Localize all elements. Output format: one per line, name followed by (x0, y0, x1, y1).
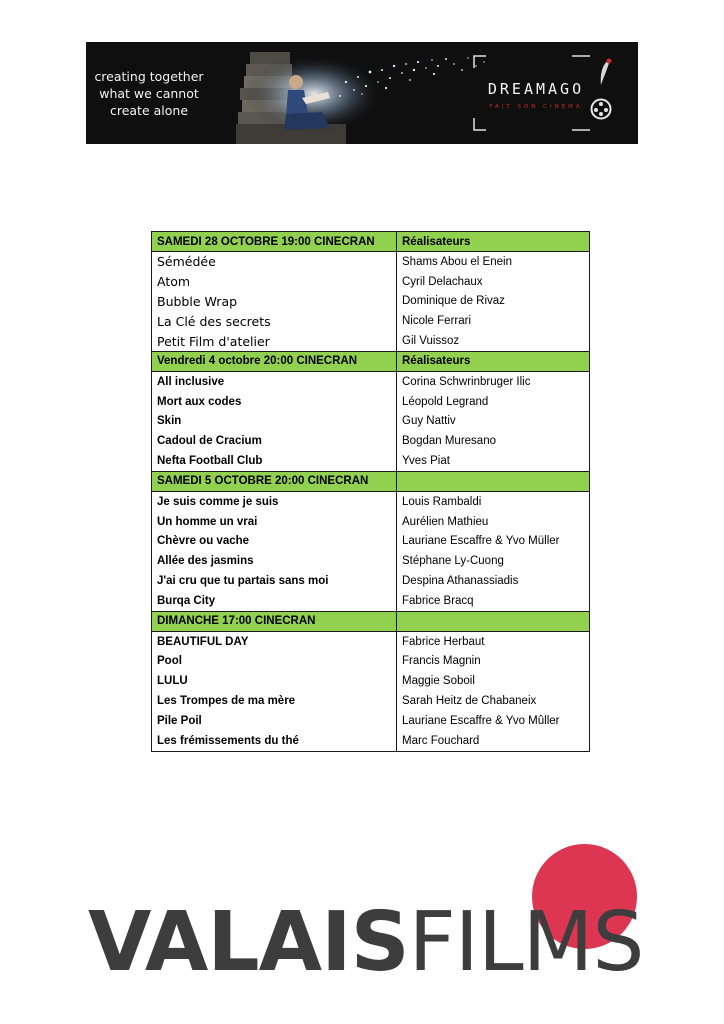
dreamago-logo-subtitle: FAIT SON CINEMA (489, 104, 583, 110)
film-row (152, 431, 590, 451)
film-director: Stéphane Ly-Cuong (397, 551, 590, 571)
section-header-directors (397, 471, 590, 491)
film-title: LULU (152, 671, 397, 691)
film-director: Bogdan Muresano (397, 431, 590, 451)
film-director: Dominique de Rivaz (397, 292, 590, 312)
film-director: Cyril Delachaux (397, 272, 590, 292)
tagline-line-3: create alone (109, 103, 189, 118)
film-director: Maggie Soboil (397, 671, 590, 691)
film-title: La Clé des secrets (152, 311, 397, 331)
section-header-directors (397, 611, 590, 631)
film-title: Nefta Football Club (152, 451, 397, 471)
film-row (152, 491, 590, 511)
film-director: Despina Athanassiadis (397, 571, 590, 591)
section-header-directors: Réalisateurs (397, 351, 590, 371)
film-title: Les Trompes de ma mère (152, 691, 397, 711)
film-row (152, 292, 590, 312)
film-director: Gil Vuissoz (397, 331, 590, 351)
film-reel-icon (590, 98, 612, 120)
film-director: Fabrice Bracq (397, 591, 590, 611)
film-row (152, 591, 590, 611)
film-row (152, 311, 590, 331)
tagline-line-1: creating together (94, 69, 204, 84)
tagline-line-2: what we cannot (99, 86, 199, 101)
film-director: Léopold Legrand (397, 392, 590, 412)
film-row (152, 731, 590, 751)
film-title: Pool (152, 652, 397, 672)
screening-programme-table (151, 231, 590, 752)
film-title: J'ai cru que tu partais sans moi (152, 571, 397, 591)
section-header-directors: Réalisateurs (397, 232, 590, 252)
film-title: Sémédée (152, 252, 397, 272)
film-row (152, 412, 590, 432)
film-title: Atom (152, 272, 397, 292)
film-title: Pile Poil (152, 711, 397, 731)
valaisfilms-logo-part2: FILMS (408, 895, 644, 990)
film-title: Je suis comme je suis (152, 491, 397, 511)
film-row (152, 252, 590, 272)
film-row (152, 652, 590, 672)
film-director: Sarah Heitz de Chabaneix (397, 691, 590, 711)
section-header-row (152, 351, 590, 371)
section-header-date: SAMEDI 5 OCTOBRE 20:00 CINECRAN (152, 471, 397, 491)
film-director: Yves Piat (397, 451, 590, 471)
film-director: Francis Magnin (397, 652, 590, 672)
film-row (152, 571, 590, 591)
film-title: Petit Film d'atelier (152, 331, 397, 351)
film-row (152, 532, 590, 552)
film-row (152, 631, 590, 651)
film-row (152, 711, 590, 731)
film-director: Lauriane Escaffre & Yvo Müller (397, 532, 590, 552)
film-director: Fabrice Herbaut (397, 631, 590, 651)
section-header-date: DIMANCHE 17:00 CINECRAN (152, 611, 397, 631)
film-row (152, 512, 590, 532)
film-row (152, 272, 590, 292)
valaisfilms-logo (88, 893, 643, 993)
film-director: Corina Schwrinbruger Ilic (397, 371, 590, 391)
film-title: Les frémissements du thé (152, 731, 397, 751)
film-row (152, 392, 590, 412)
banner-illustration (236, 42, 506, 144)
film-title: All inclusive (152, 371, 397, 391)
film-row (152, 451, 590, 471)
film-title: Mort aux codes (152, 392, 397, 412)
film-director: Nicole Ferrari (397, 311, 590, 331)
film-title: Allée des jasmins (152, 551, 397, 571)
film-director: Guy Nattiv (397, 412, 590, 432)
section-header-row (152, 471, 590, 491)
film-row (152, 671, 590, 691)
film-director: Marc Fouchard (397, 731, 590, 751)
film-title: Chèvre ou vache (152, 532, 397, 552)
section-header-row (152, 611, 590, 631)
film-director: Louis Rambaldi (397, 491, 590, 511)
film-title: Skin (152, 412, 397, 432)
quill-icon (598, 58, 612, 86)
film-row (152, 371, 590, 391)
film-director: Shams Abou el Enein (397, 252, 590, 272)
film-title: Un homme un vrai (152, 512, 397, 532)
film-title: BEAUTIFUL DAY (152, 631, 397, 651)
section-header-date: SAMEDI 28 OCTOBRE 19:00 CINECRAN (152, 232, 397, 252)
banner-tagline (86, 68, 212, 119)
film-row (152, 691, 590, 711)
film-director: Aurélien Mathieu (397, 512, 590, 532)
film-title: Burqa City (152, 591, 397, 611)
section-header-date: Vendredi 4 octobre 20:00 CINECRAN (152, 351, 397, 371)
film-title: Bubble Wrap (152, 292, 397, 312)
film-row (152, 331, 590, 351)
film-title: Cadoul de Cracium (152, 431, 397, 451)
valaisfilms-logo-part1: VALAIS (88, 895, 409, 990)
film-director: Lauriane Escaffre & Yvo Mûller (397, 711, 590, 731)
film-row (152, 551, 590, 571)
dreamago-banner (86, 42, 638, 144)
section-header-row (152, 232, 590, 252)
dreamago-logo-name: DREAMAGO (487, 80, 585, 98)
